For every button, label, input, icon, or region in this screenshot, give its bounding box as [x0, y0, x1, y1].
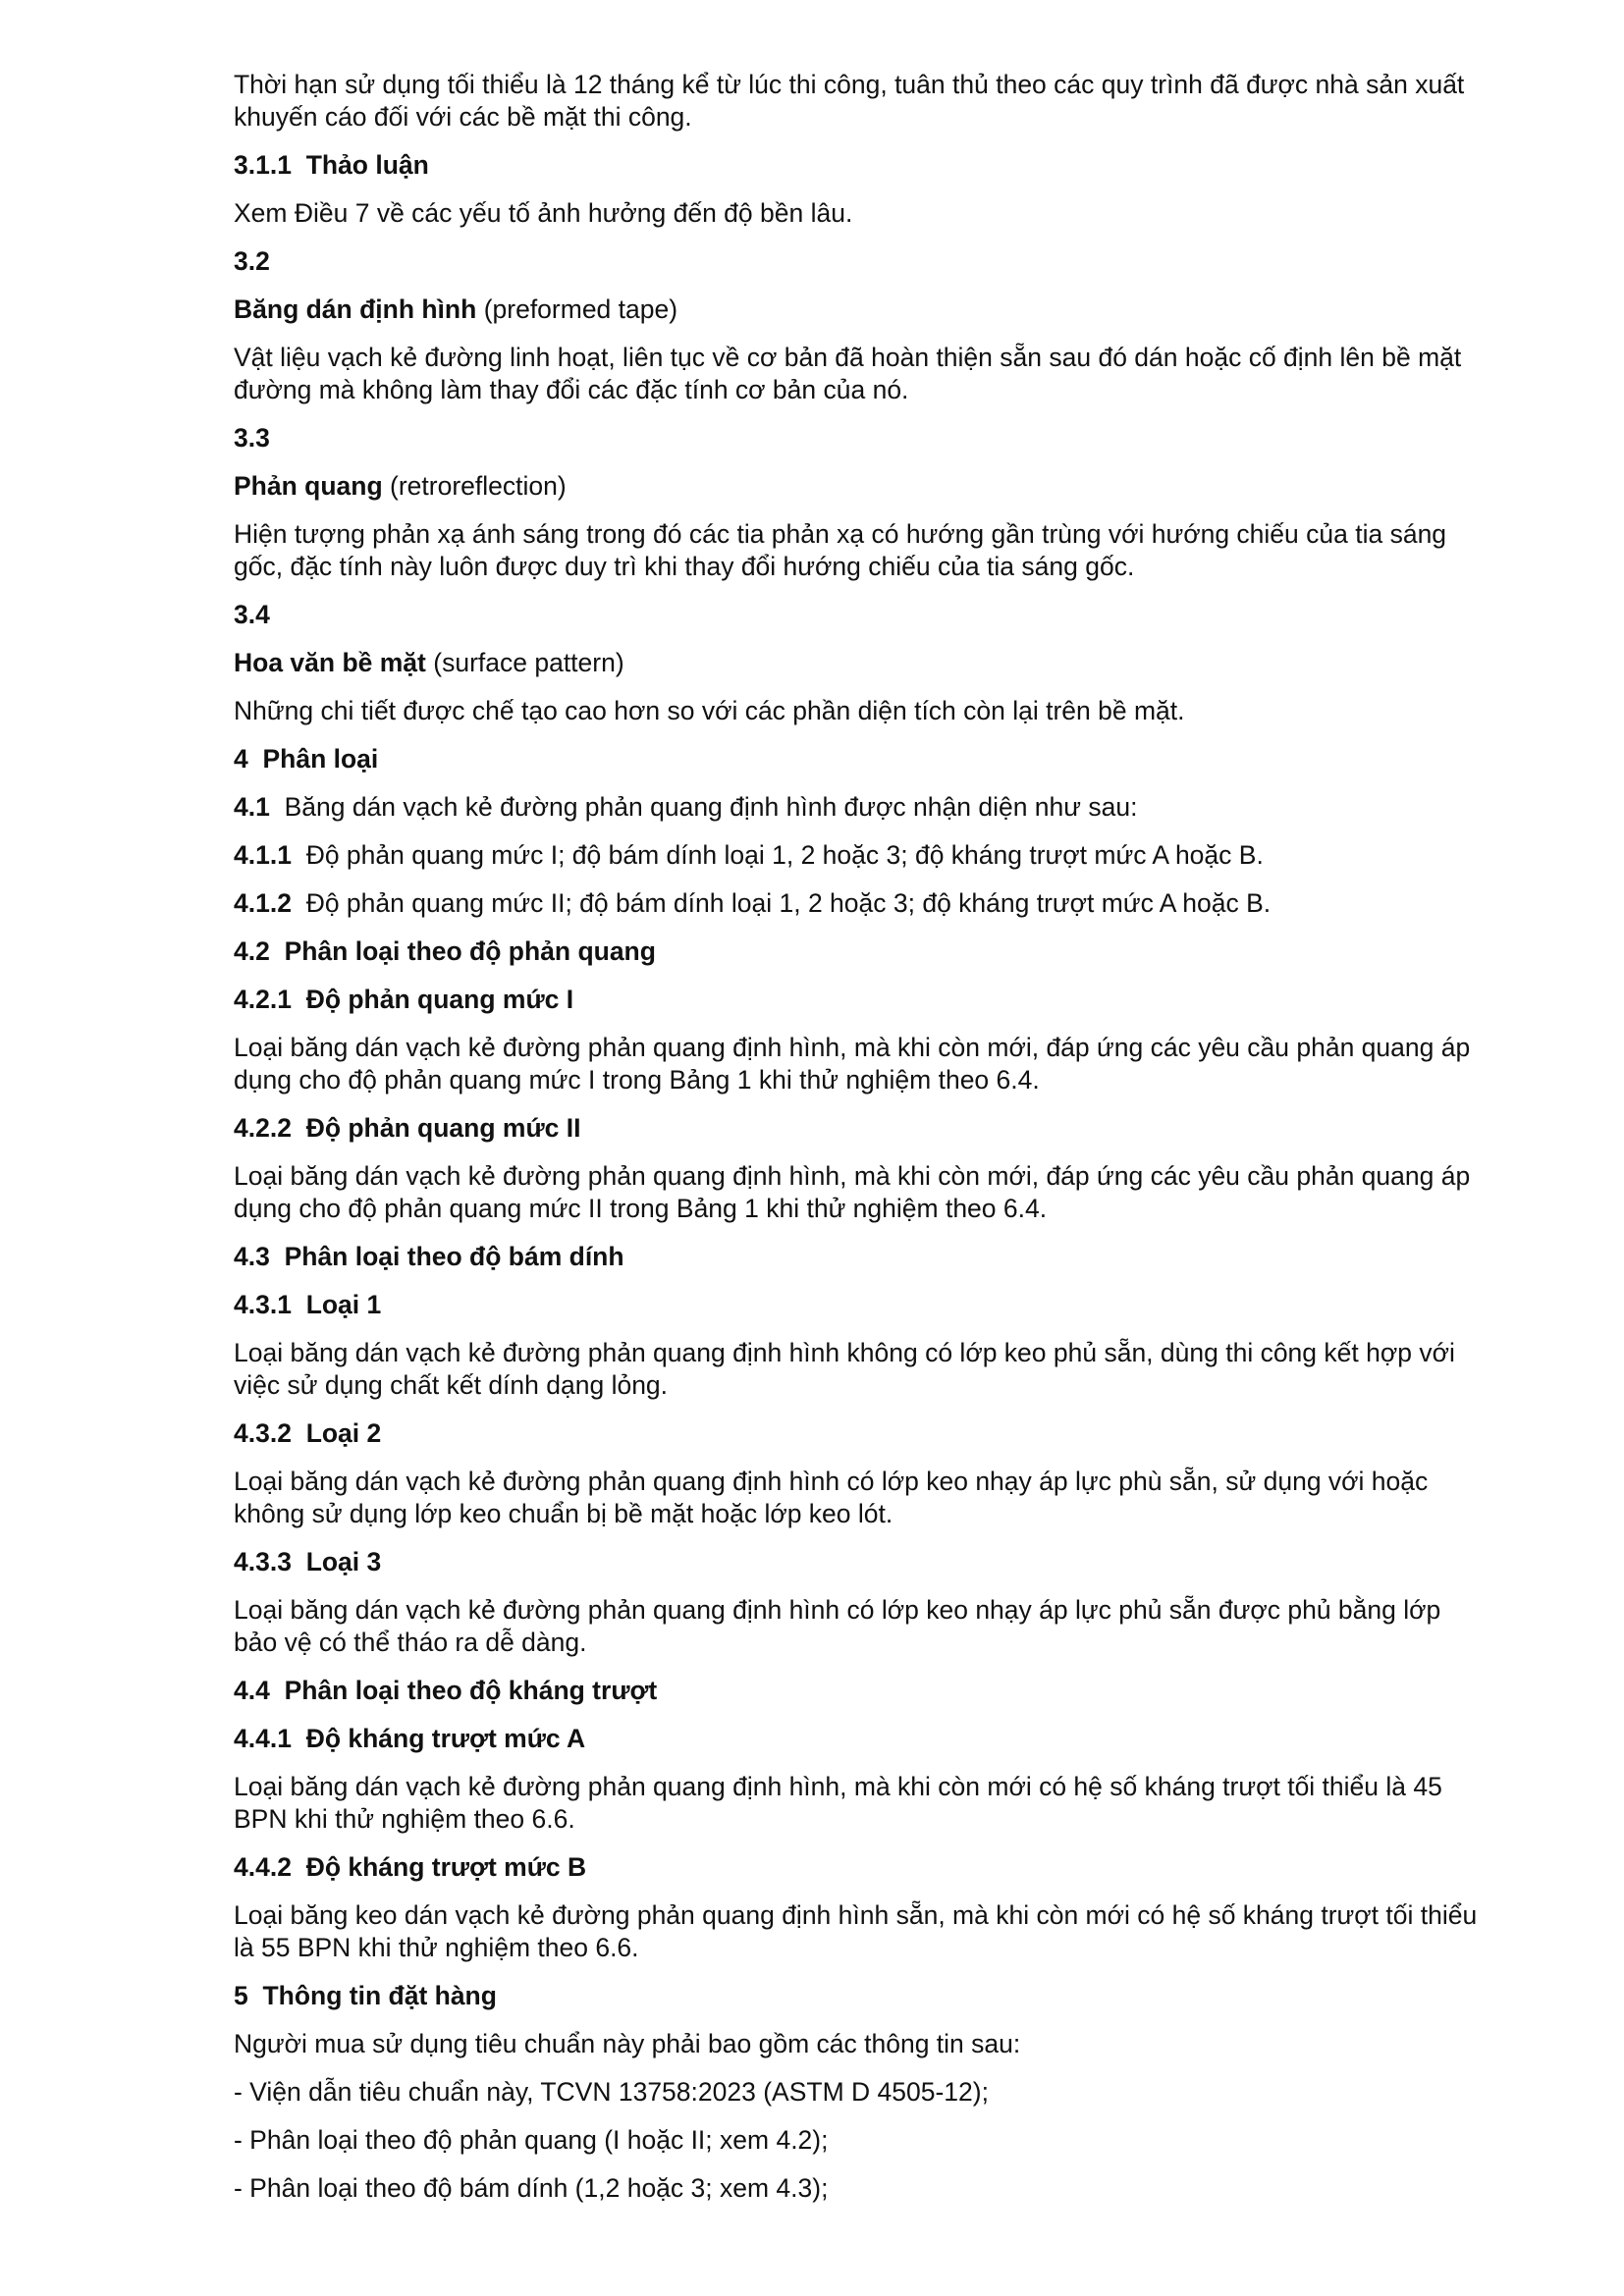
section-number: 4.3.3: [234, 1547, 292, 1576]
term-definition-heading: [234, 647, 1490, 679]
section-title: Độ kháng trượt mức A: [305, 1724, 586, 1753]
section-number: 4.3: [234, 1242, 270, 1271]
body-paragraph: Vật liệu vạch kẻ đường linh hoạt, liên tục về cơ bản đã hoàn thiện sẵn sau đó dán hoặc cố định lên bề mặt đường mà không làm thay đổi các đặc tính cơ bản của nó.: [234, 343, 1462, 404]
section-number: 4.4: [234, 1676, 270, 1705]
document-page: [234, 69, 1490, 2220]
section-number: 4.2: [234, 936, 270, 966]
section-title: Thảo luận: [305, 150, 429, 180]
section-number: 3.3: [234, 423, 270, 453]
section-number: 4.3.2: [234, 1418, 292, 1448]
clause-text: Độ phản quang mức II; độ bám dính loại 1, 2 hoặc 3; độ kháng trượt mức A hoặc B.: [305, 888, 1272, 918]
section-heading: [234, 149, 1490, 182]
section-heading: [234, 1241, 1490, 1273]
section-title: Loại 3: [305, 1547, 382, 1576]
section-heading: [234, 1723, 1490, 1755]
body-paragraph: Xem Điều 7 về các yếu tố ảnh hưởng đến độ bền lâu.: [234, 198, 853, 228]
section-heading: [234, 1980, 1490, 2012]
term-name: Băng dán định hình: [234, 294, 477, 324]
section-number: 4.3.1: [234, 1290, 292, 1319]
section-title: Phân loại: [262, 744, 379, 774]
body-paragraph: - Viện dẫn tiêu chuẩn này, TCVN 13758:2023 (ASTM D 4505-12);: [234, 2077, 989, 2107]
body-paragraph: Loại băng dán vạch kẻ đường phản quang định hình, mà khi còn mới, đáp ứng các yêu cầu phản quang áp dụng cho độ phản quang mức II trong Bảng 1 khi thử nghiệm theo 6.4.: [234, 1161, 1471, 1223]
body-paragraph: - Phân loại theo độ bám dính (1,2 hoặc 3; xem 4.3);: [234, 2173, 829, 2203]
body-paragraph: Loại băng dán vạch kẻ đường phản quang định hình, mà khi còn mới, đáp ứng các yêu cầu phản quang áp dụng cho độ phản quang mức I trong Bảng 1 khi thử nghiệm theo 6.4.: [234, 1033, 1471, 1095]
section-number: 4.2.2: [234, 1113, 292, 1143]
section-heading: [234, 935, 1490, 968]
numbered-paragraph: [234, 839, 1490, 872]
body-paragraph: Loại băng dán vạch kẻ đường phản quang định hình, mà khi còn mới có hệ số kháng trượt tối thiểu là 45 BPN khi thử nghiệm theo 6.6.: [234, 1772, 1442, 1834]
term-english: (retroreflection): [390, 471, 567, 501]
section-heading: [234, 1112, 1490, 1145]
section-heading: [234, 1289, 1490, 1321]
body-paragraph: Những chi tiết được chế tạo cao hơn so với các phần diện tích còn lại trên bề mặt.: [234, 696, 1185, 725]
section-title: Loại 2: [305, 1418, 382, 1448]
clause-text: Độ phản quang mức I; độ bám dính loại 1, 2 hoặc 3; độ kháng trượt mức A hoặc B.: [305, 840, 1264, 870]
clause-number: 4.1.1: [234, 840, 292, 870]
section-heading: [234, 1851, 1490, 1884]
body-paragraph: - Phân loại theo độ phản quang (I hoặc II; xem 4.2);: [234, 2125, 829, 2155]
section-heading: [234, 422, 1490, 454]
term-definition-heading: [234, 470, 1490, 503]
section-heading: [234, 1675, 1490, 1707]
section-heading: [234, 1417, 1490, 1450]
section-title: Độ phản quang mức II: [305, 1113, 581, 1143]
section-number: 4.2.1: [234, 985, 292, 1014]
section-heading: [234, 1546, 1490, 1578]
section-title: Loại 1: [305, 1290, 382, 1319]
section-heading: [234, 599, 1490, 631]
clause-text: Băng dán vạch kẻ đường phản quang định hình được nhận diện như sau:: [284, 792, 1138, 822]
section-title: Phân loại theo độ bám dính: [284, 1242, 624, 1271]
numbered-paragraph: [234, 887, 1490, 920]
section-title: Phân loại theo độ phản quang: [284, 936, 656, 966]
section-title: Phân loại theo độ kháng trượt: [284, 1676, 658, 1705]
section-title: Thông tin đặt hàng: [262, 1981, 497, 2010]
section-title: Độ kháng trượt mức B: [305, 1852, 587, 1882]
body-paragraph: Thời hạn sử dụng tối thiểu là 12 tháng kể từ lúc thi công, tuân thủ theo các quy trình đã được nhà sản xuất khuyến cáo đối với các bề mặt thi công.: [234, 70, 1465, 132]
section-number: 3.4: [234, 600, 270, 629]
term-name: Phản quang: [234, 471, 383, 501]
term-english: (preformed tape): [483, 294, 678, 324]
section-number: 4: [234, 744, 248, 774]
term-english: (surface pattern): [433, 648, 624, 677]
section-number: 5: [234, 1981, 248, 2010]
term-definition-heading: [234, 294, 1490, 326]
body-paragraph: Loại băng keo dán vạch kẻ đường phản quang định hình sẵn, mà khi còn mới có hệ số kháng trượt tối thiểu là 55 BPN khi thử nghiệm theo 6.6.: [234, 1900, 1478, 1962]
section-heading: [234, 984, 1490, 1016]
section-number: 4.4.2: [234, 1852, 292, 1882]
section-heading: [234, 245, 1490, 278]
section-number: 3.2: [234, 246, 270, 276]
body-paragraph: Loại băng dán vạch kẻ đường phản quang định hình có lớp keo nhạy áp lực phù sẵn, sử dụng với hoặc không sử dụng lớp keo chuẩn bị bề mặt hoặc lớp keo lót.: [234, 1467, 1429, 1528]
body-paragraph: Hiện tượng phản xạ ánh sáng trong đó các tia phản xạ có hướng gần trùng với hướng chiếu của tia sáng gốc, đặc tính này luôn được duy trì khi thay đổi hướng chiếu của tia sáng gốc.: [234, 519, 1447, 581]
section-heading: [234, 743, 1490, 775]
term-name: Hoa văn bề mặt: [234, 648, 426, 677]
section-number: 4.4.1: [234, 1724, 292, 1753]
section-title: Độ phản quang mức I: [305, 985, 574, 1014]
numbered-paragraph: [234, 791, 1490, 824]
body-paragraph: Người mua sử dụng tiêu chuẩn này phải bao gồm các thông tin sau:: [234, 2029, 1021, 2058]
body-paragraph: Loại băng dán vạch kẻ đường phản quang định hình có lớp keo nhạy áp lực phủ sẵn được phủ bằng lớp bảo vệ có thể tháo ra dễ dàng.: [234, 1595, 1441, 1657]
section-number: 3.1.1: [234, 150, 292, 180]
clause-number: 4.1.2: [234, 888, 292, 918]
clause-number: 4.1: [234, 792, 270, 822]
body-paragraph: Loại băng dán vạch kẻ đường phản quang định hình không có lớp keo phủ sẵn, dùng thi công kết hợp với việc sử dụng chất kết dính dạng lỏng.: [234, 1338, 1455, 1400]
